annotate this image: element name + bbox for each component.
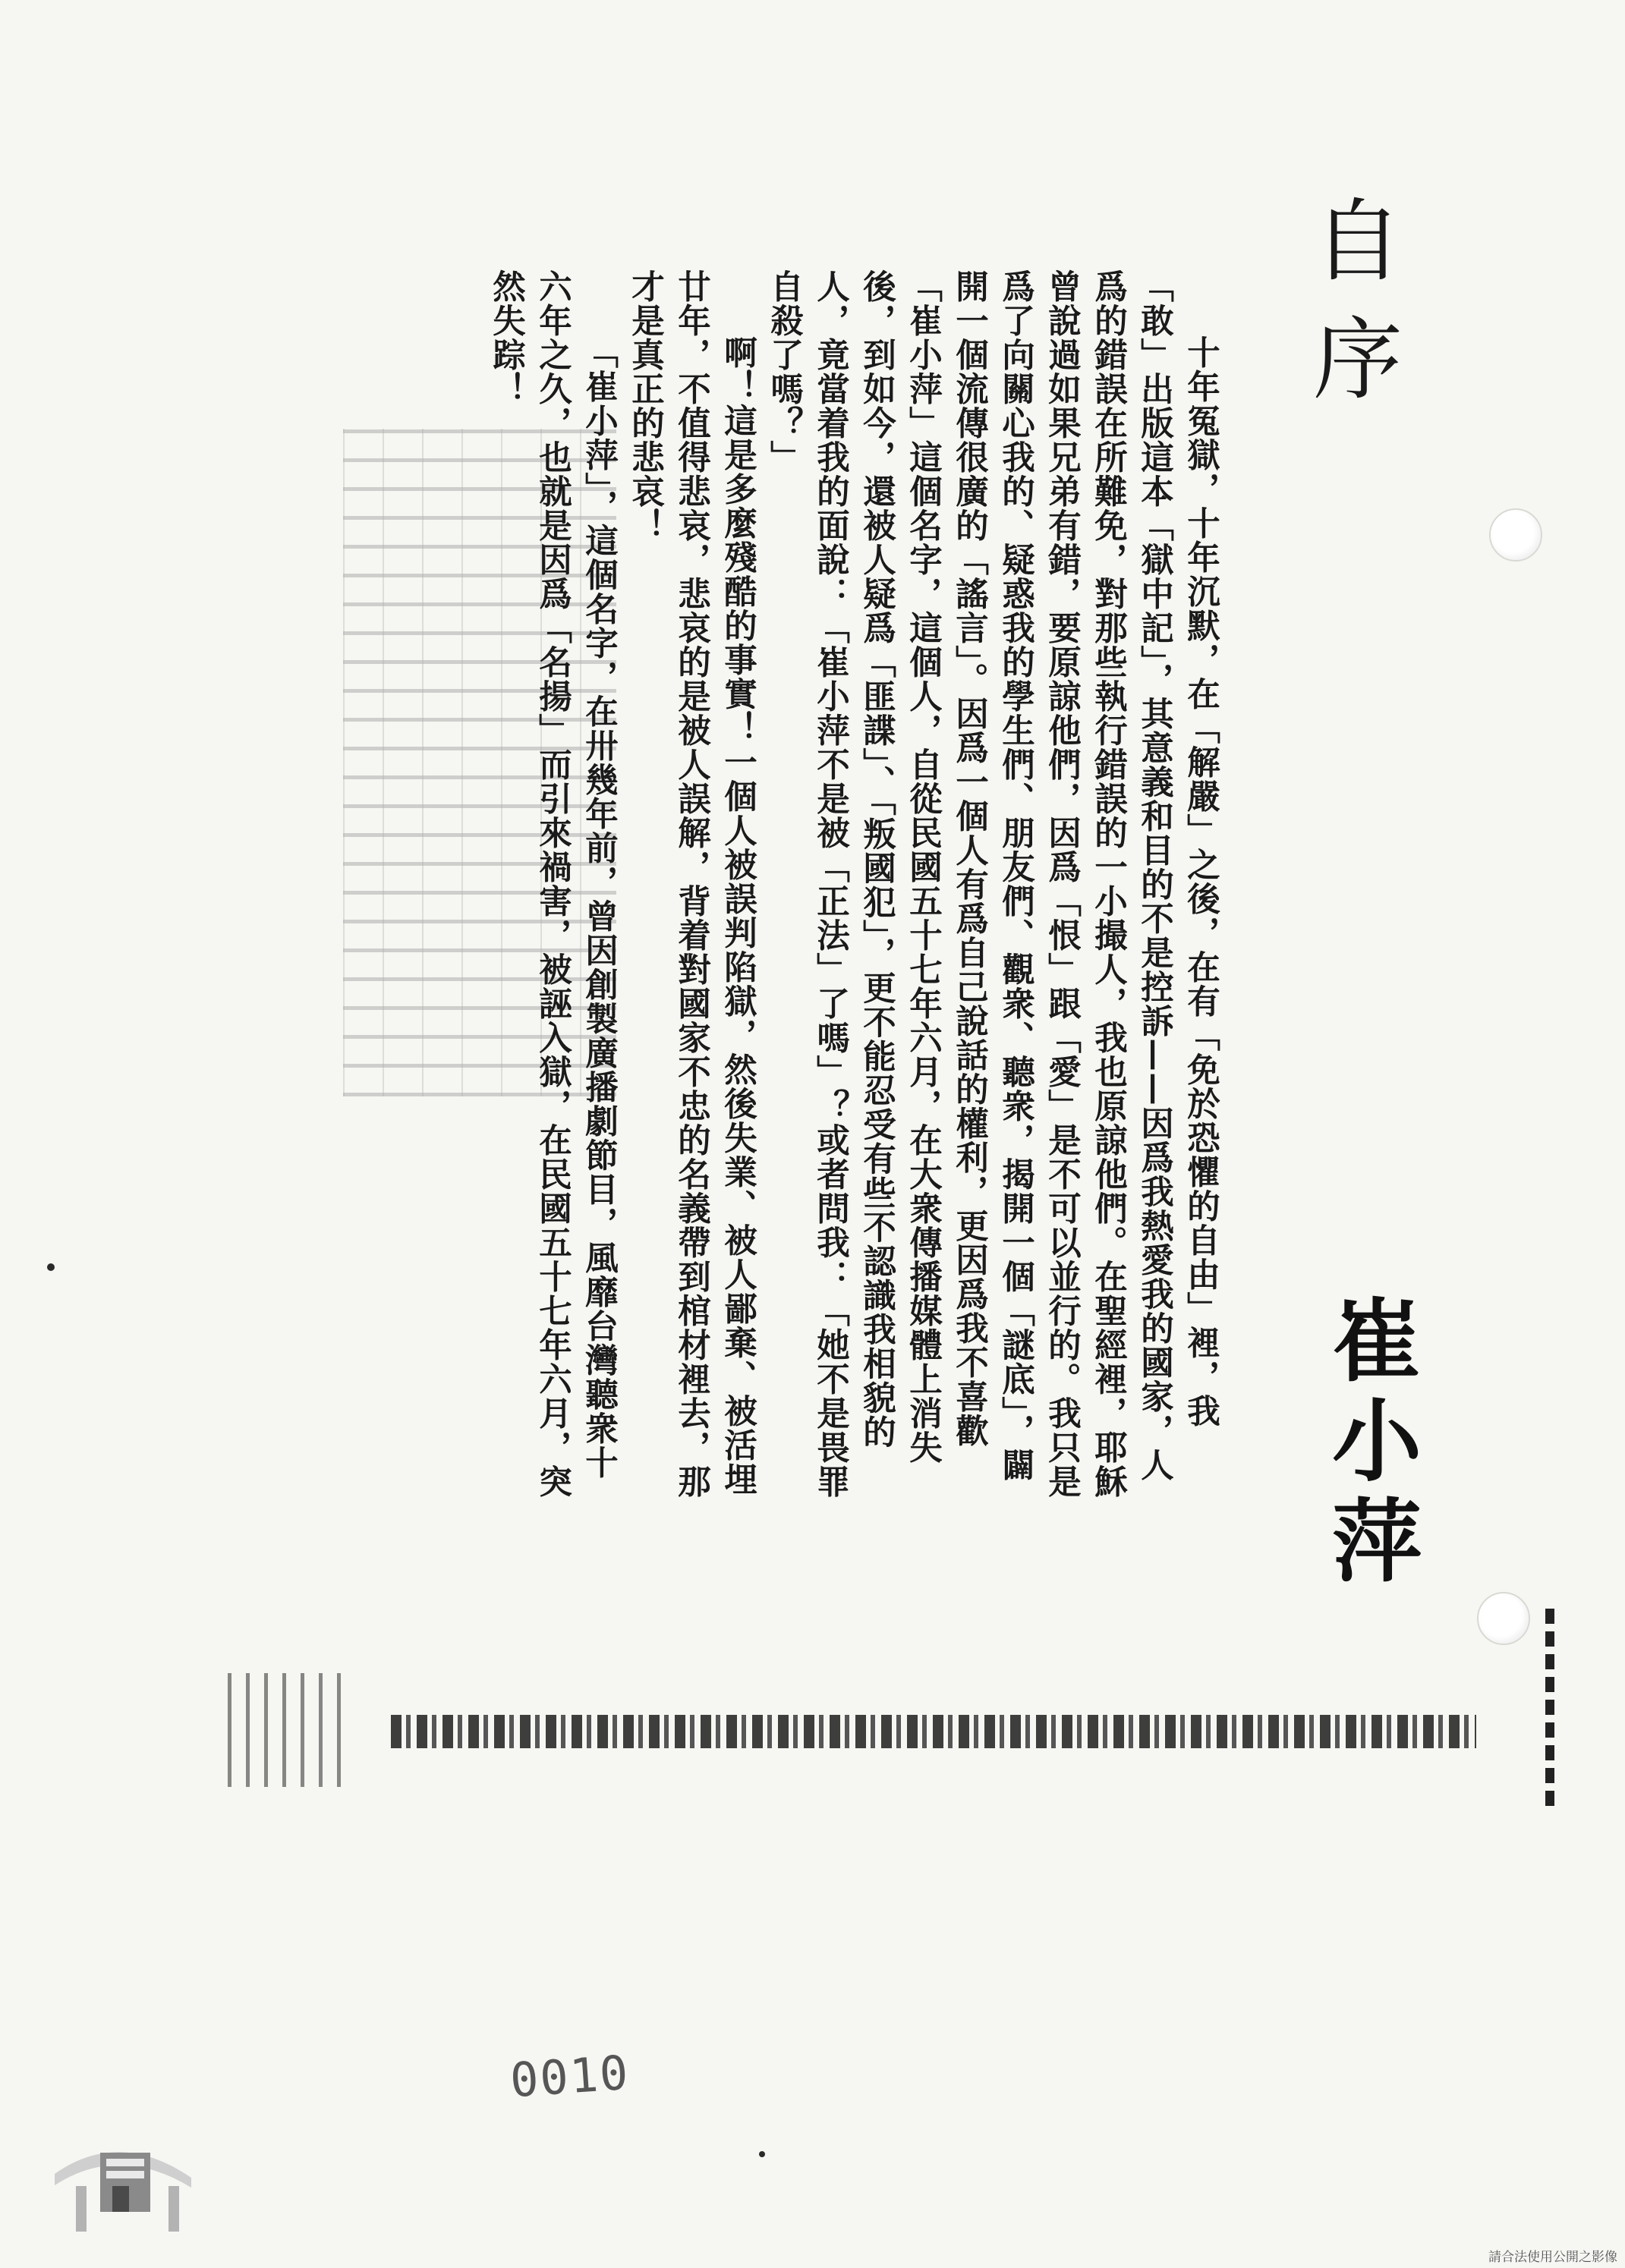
archive-logo-icon (39, 2121, 199, 2242)
page-number: 0010 (508, 2044, 631, 2109)
scan-speck (759, 2151, 765, 2157)
punch-hole (1489, 508, 1542, 561)
paragraph-1: 十年冤獄，十年沉默，在「解嚴」之後，在有「免於恐懼的自由」裡，我「敢」出版這本「獄中記」，其意義和目的不是控訴——因爲我熱愛我的國家，人爲的錯誤在所難免，對那些執行錯誤的一小撮人，我也原諒他們。在聖經裡，耶穌曾說過如果兄弟有錯，要原諒他們，因爲「恨」跟「愛」是不可以並行的。我只是爲了向關心我的、疑惑我的學生們、朋友們、觀衆、聽衆，揭開一個「謎底」，闢開一個流傳很廣的「謠言」。因爲一個人有爲自己說話的權利，更因爲我不喜歡「崔小萍」這個名字，這個人，自從民國五十七年六月，在大衆傳播媒體上消失後，到如今，還被人疑爲「匪諜」、「叛國犯」，更不能忍受有些不認識我相貌的人，竟當着我的面說：「崔小萍不是被「正法」了嗎」？或者問我：「她不是畏罪自殺了嗎？」 (765, 269, 1220, 1499)
punch-hole (1477, 1592, 1530, 1645)
scan-speck (47, 1263, 55, 1271)
scan-artifact (228, 1673, 342, 1787)
preface-body (487, 269, 1224, 1514)
copyright-note: 請合法使用公開之影像 (1488, 2250, 1617, 2265)
scan-artifact (1545, 1609, 1554, 1806)
page-title: 自序 (1298, 193, 1403, 430)
paragraph-3: 「崔小萍」，這個名字，在卅幾年前，曾因創製廣播劇節目，風靡台灣聽衆十六年之久，也就是因爲「名揚」而引來禍害，被誣入獄，在民國五十七年六月，突然失踪！ (487, 269, 619, 1499)
halftone-rule (391, 1715, 1476, 1748)
author-signature: 崔小萍 (1317, 1294, 1422, 1594)
paragraph-2: 啊！這是多麼殘酷的事實！一個人被誤判陷獄，然後失業、被人鄙棄、被活埋廿年，不值得悲哀，悲哀的是被人誤解，背着對國家不忠的名義帶到棺材裡去，那才是真正的悲哀！ (626, 269, 757, 1499)
